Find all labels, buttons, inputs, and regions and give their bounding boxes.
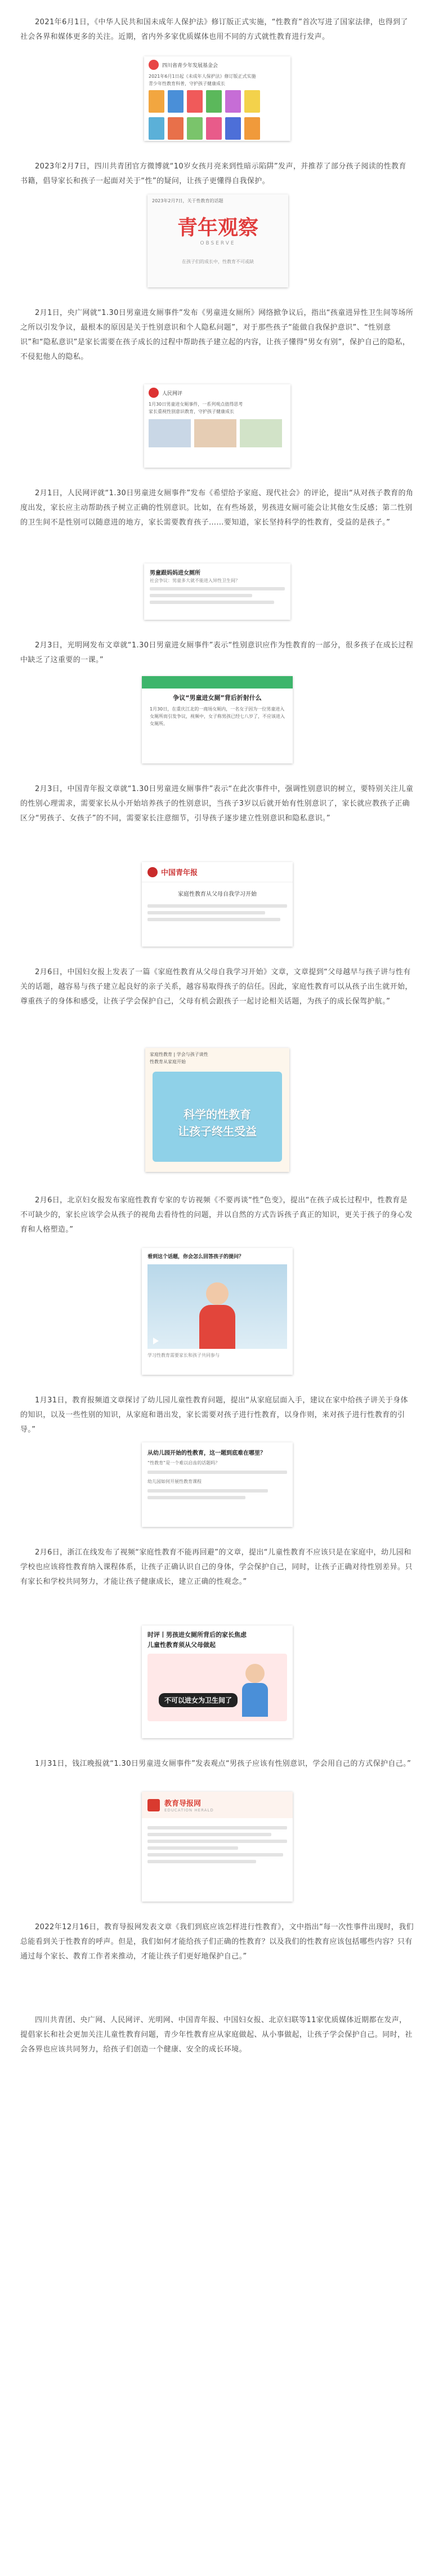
account-name: 四川省青少年发展基金会 — [162, 63, 218, 69]
paragraph-12: 2022年12月16日，教育导报网发表文章《我们到底应该怎样进行性教育》，文中指出“每一次性事件出现时，我们总能看到关于性教育的呼声。但是，我们如何才能给孩子们正确的性教育？以及我们的性教育应该包括哪些内容？只有通过每个家长、教育工作者来推动，才能让孩子们更好地保护自己。” — [20, 1923, 414, 1961]
paragraph-4: 2月1日，人民网评就“1.30日男童进女厕事件”发布《希望给予家庭、现代社会》的评论，提出“从对孩子教育的角度出发，家长应主动帮助孩子树立正确的性别意识。比如，在有些场景，男孩进女厕可能会让其他女生反感；第二性别的卫生间不是性别可以随意进的地方，家长需要教育孩子……要知道，家长坚持科学的性教育，受益的是孩子。” — [20, 489, 414, 527]
paragraph-2: 2023年2月7日，四川共青团官方微博就“10岁女孩月亮来到性暗示陷阱”发声，并推荐了部分孩子阅读的性教育书籍，倡导家长和孩子一起面对关于“性”的疑问，让孩子更懂得自我保护。 — [20, 162, 406, 185]
video-screenshot-8 — [142, 1248, 293, 1375]
top-text: 2023年2月7日，关于性教育的话题 — [152, 198, 223, 203]
paragraph-10: 2月6日，浙江在线发布了视频“家庭性教育不能再回避”的文章，提出“儿童性教育不应该只是在家庭中，幼儿园和学校也应该将性教育纳入课程体系，让孩子正确认识自己的身体，学会保护自己，同时，让孩子正确对待性别差异。只有家长和学校共同努力，才能让孩子健康成长，建立正确的性观念。” — [20, 1548, 413, 1586]
headline: 时评丨男孩进女厕所背后的家长焦虑 — [147, 1631, 247, 1638]
article-title: 男童跟妈妈进女厕所 — [150, 570, 200, 576]
boy-figure — [245, 1664, 265, 1683]
news-line: 1月30日男童进女厕事件，一系列观点值得思考 — [149, 402, 243, 407]
speaker-body — [199, 1305, 235, 1349]
newspaper-logo: 教育导报网 — [164, 1800, 202, 1808]
article-line: 性教育从家庭开始 — [150, 1059, 186, 1064]
news-screenshot-4 — [144, 563, 290, 620]
paragraph-7: 2月6日，中国妇女报上发表了一篇《家庭性教育从父母自我学习开始》文章，文章提到“父母越早与孩子讲与性有关的话题，越容易与孩子建立起良好的亲子关系，越容易取得孩子的信任。因此，家庭性教育可以从孩子出生就开始，尊重孩子的身体和感受，让孩子学会保护自己，父母有机会跟孩子一起讨论相关话题，为孩子的成长保驾护航。” — [20, 968, 413, 1006]
caption: 在孩子们的成长中，性教育不可或缺 — [182, 259, 254, 264]
news-line: 2021年6月1日起《未成年人保护法》修订版正式实施 — [149, 74, 256, 79]
speech-bubble: 不可以进女为卫生间了 — [159, 1693, 238, 1707]
article-title: 争议“男童进女厕”背后折射什么 — [173, 694, 262, 701]
avatar — [149, 388, 159, 398]
news-line: 家长重视性别意识教育，守护孩子健康成长 — [149, 409, 234, 414]
paragraph-3: 2月1日，央广网就“1.30日男童进女厕事件”发布《男童进女厕所》网络掀争议后，指出“孩童进异性卫生间等场所之所以引发争议，最根本的原因是关于性别意识和个人隐私问题”，对于那些孩子“能做自我保护意识”、“性别意识”和“隐私意识”是家长需要在孩子成长的过程中帮助孩子建立起的内容，让孩子懂得“男女有别”，保护自己的隐私，不侵犯他人的隐私。 — [20, 309, 414, 361]
paragraph-13: 四川共青团、央广网、人民网评、光明网、中国青年报、中国妇女报、北京妇联等11家优质媒体近期都在发声，提倡家长和社会更加关注儿童性教育问题，青少年性教育应从家庭做起、从小事做起，让孩子学会保护自己。同时，社会各界也应该共同努力，给孩子们创造一个健康、安全的成长环境。 — [20, 2016, 413, 2054]
newspaper-logo-icon — [147, 867, 158, 877]
observe-logo: 青年观察 — [177, 216, 258, 239]
headline: 儿童性教育须从父母做起 — [147, 1641, 216, 1649]
article-headline: 家庭性教育从父母自我学习开始 — [178, 891, 257, 898]
news-screenshot-11 — [142, 1792, 293, 1902]
newspaper-logo: 中国青年报 — [161, 869, 198, 877]
news-photo — [194, 419, 236, 447]
article-subtitle: 社会争议：男童多大就不能进入异性卫生间？ — [150, 578, 240, 583]
banner-text-1: 科学的性教育 — [184, 1108, 251, 1121]
news-screenshot-2 — [147, 194, 288, 287]
news-photo — [240, 419, 282, 447]
news-line: 青少年性教育科普，守护孩子健康成长 — [149, 81, 225, 86]
news-photo — [149, 419, 191, 447]
article-body: 1月30日，在重庆江北的一商场女厕内，一名女子因为一位男童进入女厕所而引发争议，视频中，女子称男孩已经七八岁了，不应该进入女厕所。 — [150, 707, 285, 726]
paragraph-11: 1月31日，钱江晚报就“1.30日男童进女厕事件”发表观点“男孩子应该有性别意识，学会用自己的方式保护自己。” — [35, 1760, 411, 1768]
news-screenshot-7 — [145, 1048, 289, 1172]
news-screenshot-10 — [142, 1625, 293, 1738]
illustration — [153, 1072, 282, 1162]
newspaper-sub: EDUCATION HERALD — [164, 1808, 214, 1813]
news-screenshot-5 — [142, 676, 293, 763]
article-title: 从幼儿园开始的性教育，这一题到底难在哪里？ — [147, 1450, 266, 1456]
speaker-figure — [206, 1282, 229, 1305]
book-thumbnails — [144, 88, 290, 115]
video-question: 看到这个话题，你会怎么回答孩子的提问？ — [147, 1254, 244, 1260]
article-line: “性教育”是一个难以启齿的话题吗？ — [147, 1460, 220, 1465]
video-caption: 学习性教育需要家长和孩子共同参与 — [147, 1353, 220, 1358]
banner-text-2: 让孩子终生受益 — [178, 1125, 257, 1138]
boy-body — [242, 1683, 268, 1717]
news-screenshot-1 — [144, 56, 290, 141]
video-frame — [147, 1264, 287, 1349]
book-thumbnails — [144, 115, 290, 141]
paragraph-8: 2月6日，北京妇女报发布家庭性教育专家的专访视频《不要再谈“性”色变》，提出“在孩子成长过程中，性教育是不可缺少的，家长应该学会从孩子的视角去看待性的问题，并以自然的方式告诉孩子真正的知识，更关于孩子的身心发育和人格塑造。” — [20, 1196, 413, 1234]
news-screenshot-3 — [144, 384, 290, 468]
news-screenshot-6 — [142, 862, 293, 947]
article-line: 幼儿园如何开展性教育课程 — [147, 1479, 202, 1484]
cartoon-illustration — [147, 1654, 287, 1721]
education-logo-icon — [147, 1799, 160, 1811]
paragraph-1: 2021年6月1日，《中华人民共和国未成年人保护法》修订版正式实施，“性教育”首次写进了国家法律，也得到了社会各界和媒体更多的关注。近期，省内外多家优质媒体也用不同的方式就性教育进行发声。 — [20, 18, 408, 41]
paragraph-6: 2月3日，中国青年报文章就“1.30日男童进女厕事件”表示“在此次事件中，强调性别意识的树立，要特别关注儿童的性别心理需求，需要家长从小开始培养孩子的性别意识，当孩子3岁以后就开始有性别意识了，家长就应教孩子正确区分“男孩子、女孩子”的不同，需要家长注意细节，引导孩子逐步建立性别意识和隐私意识。” — [20, 785, 414, 823]
account-name: 人民网评 — [162, 390, 183, 397]
news-screenshot-9 — [142, 1442, 293, 1527]
paragraph-5: 2月3日，光明网发布文章就“1.30日男童进女厕事件”表示“性别意识应作为性教育的一部分，很多孩子在成长过程中缺乏了这重要的一课。” — [20, 641, 414, 664]
logo-sub: OBSERVE — [200, 241, 236, 246]
article-line: 家庭性教育 | 学会与孩子谈性 — [150, 1052, 208, 1057]
play-icon[interactable] — [153, 1338, 159, 1344]
avatar — [149, 60, 159, 70]
paragraph-9: 1月31日，教育报频道文章探讨了幼儿园儿童性教育问题，提出“从家庭层面入手，建议在家中给孩子讲关于身体的知识，以及一些性别的知识，从家庭和谐出发，家长需要对孩子进行性教育，以身作则，来对孩子进行性教育的引导。” — [20, 1396, 408, 1434]
